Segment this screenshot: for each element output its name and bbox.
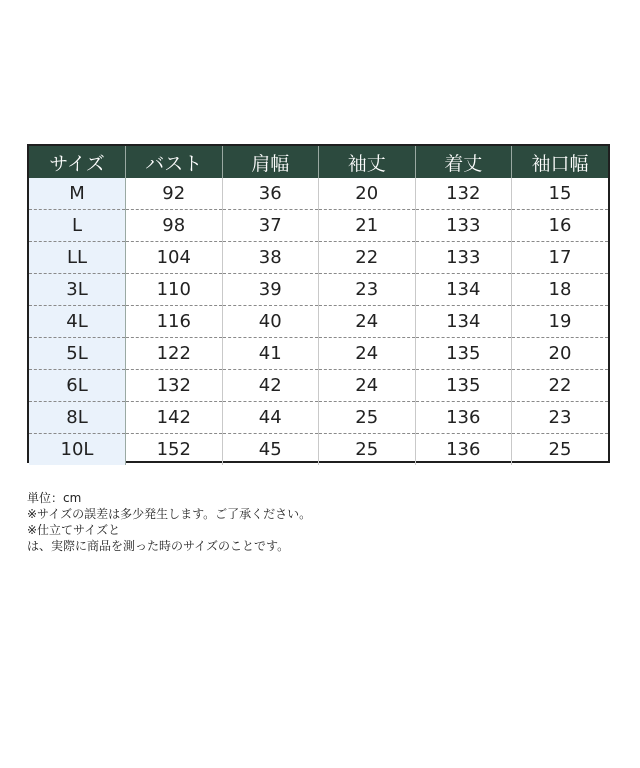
cell-size: 4L: [29, 306, 126, 338]
header-sleeve-length: 袖丈: [319, 146, 416, 178]
cell-bust: 98: [126, 210, 223, 242]
cell-sleeve-length: 22: [319, 242, 416, 274]
cell-sleeve-length: 25: [319, 434, 416, 466]
cell-sleeve-length: 24: [319, 338, 416, 370]
table-row: [29, 210, 608, 242]
cell-total-length: 136: [415, 402, 512, 434]
cell-shoulder-width: 39: [222, 274, 319, 306]
cell-shoulder-width: 45: [222, 434, 319, 466]
cell-sleeve-length: 24: [319, 306, 416, 338]
cell-size: L: [29, 210, 126, 242]
cell-shoulder-width: 38: [222, 242, 319, 274]
cell-size: 5L: [29, 338, 126, 370]
cell-bust: 122: [126, 338, 223, 370]
table-row: [29, 402, 608, 434]
cell-bust: 116: [126, 306, 223, 338]
cell-total-length: 134: [415, 306, 512, 338]
cell-size: 6L: [29, 370, 126, 402]
cell-sleeve-length: 20: [319, 178, 416, 210]
cell-sleeve-length: 24: [319, 370, 416, 402]
cell-cuff-width: 18: [512, 274, 609, 306]
cell-cuff-width: 17: [512, 242, 609, 274]
notes: [27, 490, 607, 554]
table-row: [29, 242, 608, 274]
cell-size: 10L: [29, 434, 126, 466]
header-cuff-width: 袖口幅: [512, 146, 609, 178]
cell-total-length: 133: [415, 210, 512, 242]
table-row: [29, 306, 608, 338]
cell-cuff-width: 19: [512, 306, 609, 338]
table-body: [29, 178, 608, 465]
cell-total-length: 135: [415, 370, 512, 402]
header-size: サイズ: [29, 146, 126, 178]
cell-bust: 104: [126, 242, 223, 274]
cell-size: M: [29, 178, 126, 210]
cell-size: 3L: [29, 274, 126, 306]
table-row: [29, 338, 608, 370]
cell-shoulder-width: 41: [222, 338, 319, 370]
cell-bust: 142: [126, 402, 223, 434]
cell-size: LL: [29, 242, 126, 274]
cell-bust: 132: [126, 370, 223, 402]
size-chart: [27, 144, 610, 463]
cell-bust: 110: [126, 274, 223, 306]
table-row: [29, 370, 608, 402]
cell-size: 8L: [29, 402, 126, 434]
cell-sleeve-length: 21: [319, 210, 416, 242]
header-shoulder-width: 肩幅: [222, 146, 319, 178]
unit-note: 単位：cm: [27, 491, 82, 505]
table-row: [29, 274, 608, 306]
cell-sleeve-length: 25: [319, 402, 416, 434]
cell-cuff-width: 23: [512, 402, 609, 434]
cell-shoulder-width: 36: [222, 178, 319, 210]
cell-total-length: 135: [415, 338, 512, 370]
cell-cuff-width: 22: [512, 370, 609, 402]
cell-sleeve-length: 23: [319, 274, 416, 306]
cell-cuff-width: 16: [512, 210, 609, 242]
cell-bust: 92: [126, 178, 223, 210]
cell-total-length: 136: [415, 434, 512, 466]
table-row: [29, 178, 608, 210]
size-table: [29, 146, 608, 465]
cell-cuff-width: 20: [512, 338, 609, 370]
cell-total-length: 132: [415, 178, 512, 210]
cell-shoulder-width: 44: [222, 402, 319, 434]
cell-total-length: 134: [415, 274, 512, 306]
tolerance-note: ※サイズの誤差は多少発生します。ご了承ください。: [27, 507, 312, 521]
header-row: [29, 146, 608, 178]
cell-bust: 152: [126, 434, 223, 466]
header-total-length: 着丈: [415, 146, 512, 178]
table-row: [29, 434, 608, 466]
cell-total-length: 133: [415, 242, 512, 274]
cell-shoulder-width: 40: [222, 306, 319, 338]
measurement-note: は、実際に商品を測った時のサイズのことです。: [27, 539, 290, 553]
cell-cuff-width: 25: [548, 439, 572, 460]
cell-shoulder-width: 42: [222, 370, 319, 402]
header-bust: バスト: [126, 146, 223, 178]
tailored-size-note: ※仕立てサイズと: [27, 523, 121, 537]
cell-cuff-width: 15: [512, 178, 609, 210]
cell-shoulder-width: 37: [222, 210, 319, 242]
